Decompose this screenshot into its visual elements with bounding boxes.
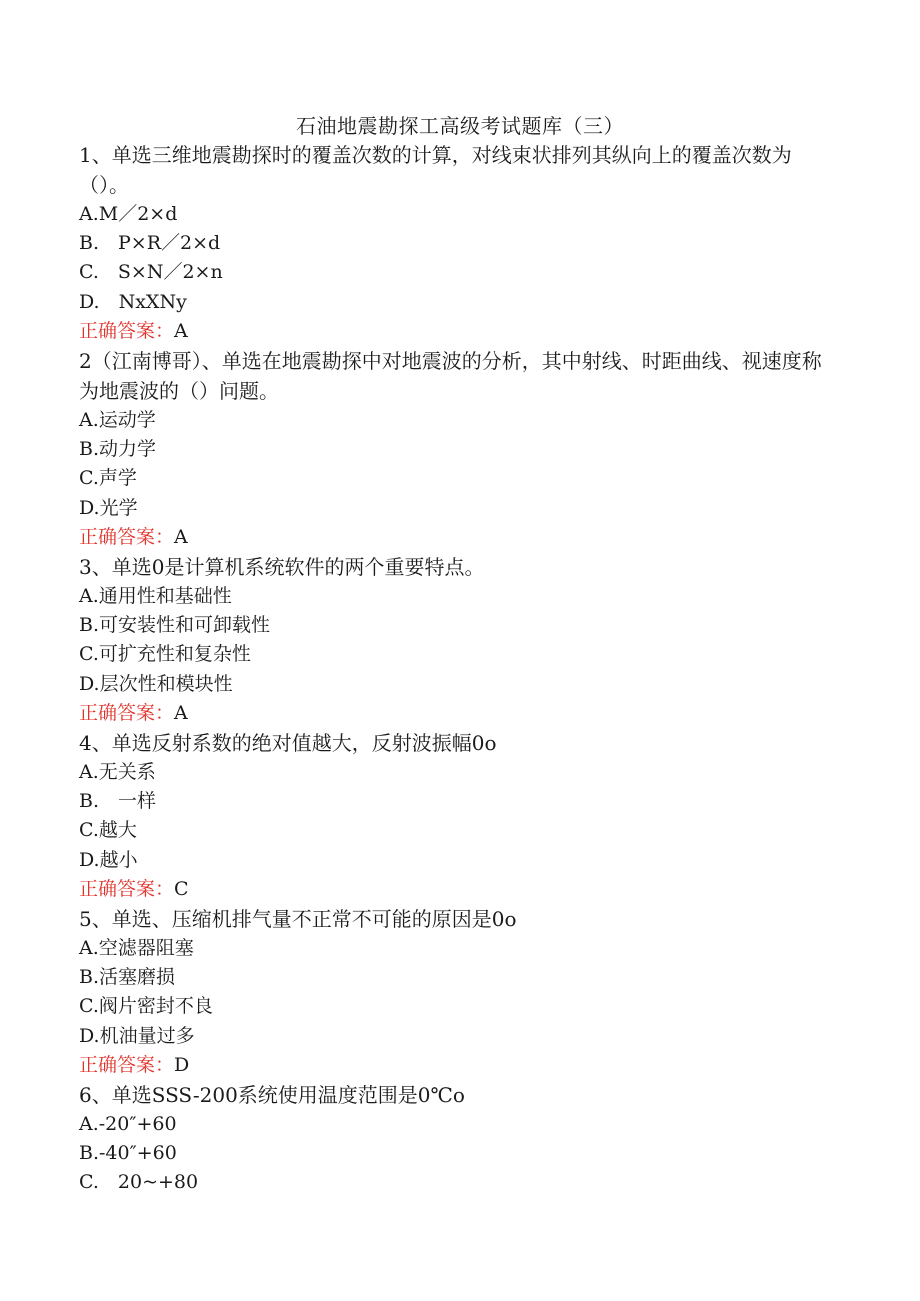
option-b: B.可安装性和可卸载性 <box>79 614 271 637</box>
option-c: C.越大 <box>79 819 137 842</box>
option-a: A.M／2×d <box>79 203 178 225</box>
option-b: B.-40″+60 <box>79 1142 177 1165</box>
question-block <box>79 904 839 1080</box>
answer-line <box>79 317 839 346</box>
answer-line <box>79 875 839 904</box>
option-c: C.声学 <box>79 467 137 490</box>
answer-line <box>79 1051 839 1080</box>
answer-line <box>79 699 839 728</box>
question-list <box>79 140 839 1198</box>
answer-label: 正确答案： <box>79 1053 175 1076</box>
question-block <box>79 140 839 346</box>
question-stem: 4、单选反射系数的绝对值越大，反射波振幅0o <box>79 731 497 756</box>
answer-label: 正确答案： <box>79 877 175 900</box>
option-d: D.光学 <box>79 496 138 519</box>
answer-label: 正确答案： <box>79 525 175 548</box>
option-a: A.无关系 <box>79 761 156 784</box>
option-d: D. NxXNy <box>79 290 187 313</box>
option-d: D.机油量过多 <box>79 1024 195 1047</box>
answer-line <box>79 523 839 552</box>
question-stem: 6、单选SSS-200系统使用温度范围是0℃o <box>79 1083 465 1108</box>
answer-value: A <box>174 319 188 342</box>
question-stem: 1、单选三维地震勘探时的覆盖次数的计算，对线束状排列其纵向上的覆盖次数为（）。 <box>79 143 792 197</box>
answer-value: D <box>174 1053 190 1076</box>
question-stem: 5、单选、压缩机排气量不正常不可能的原因是0o <box>79 907 517 932</box>
answer-value: A <box>174 701 188 724</box>
answer-label: 正确答案： <box>79 701 175 724</box>
question-block <box>79 728 839 904</box>
question-block <box>79 552 839 728</box>
option-b: B. 一样 <box>79 790 157 813</box>
option-a: A.空滤器阻塞 <box>79 937 194 960</box>
option-a: A.-20″+60 <box>79 1113 177 1136</box>
option-a: A.通用性和基础性 <box>79 585 232 608</box>
option-d: D.层次性和模块性 <box>79 672 233 695</box>
option-c: C.可扩充性和复杂性 <box>79 643 251 666</box>
option-c: C.阀片密封不良 <box>79 995 213 1018</box>
option-c: C. S×N／2×n <box>79 261 223 284</box>
option-b: B.活塞磨损 <box>79 966 176 989</box>
option-b: B.动力学 <box>79 438 157 461</box>
option-d: D.越小 <box>79 848 138 871</box>
option-a: A.运动学 <box>79 409 156 432</box>
question-stem: 3、单选0是计算机系统软件的两个重要特点。 <box>79 555 485 580</box>
answer-label: 正确答案： <box>79 319 175 342</box>
question-block <box>79 1080 839 1198</box>
question-block <box>79 346 839 552</box>
option-b: B. P×R／2×d <box>79 232 221 255</box>
answer-value: A <box>174 525 188 548</box>
question-stem: 2（江南博哥）、单选在地震勘探中对地震波的分析，其中射线、时距曲线、视速度称为地震波的（）问题。 <box>79 349 822 404</box>
document-title: 石油地震勘探工高级考试题库（三） <box>296 114 624 138</box>
option-c: C. 20~+80 <box>79 1171 199 1194</box>
answer-value: C <box>174 877 189 900</box>
